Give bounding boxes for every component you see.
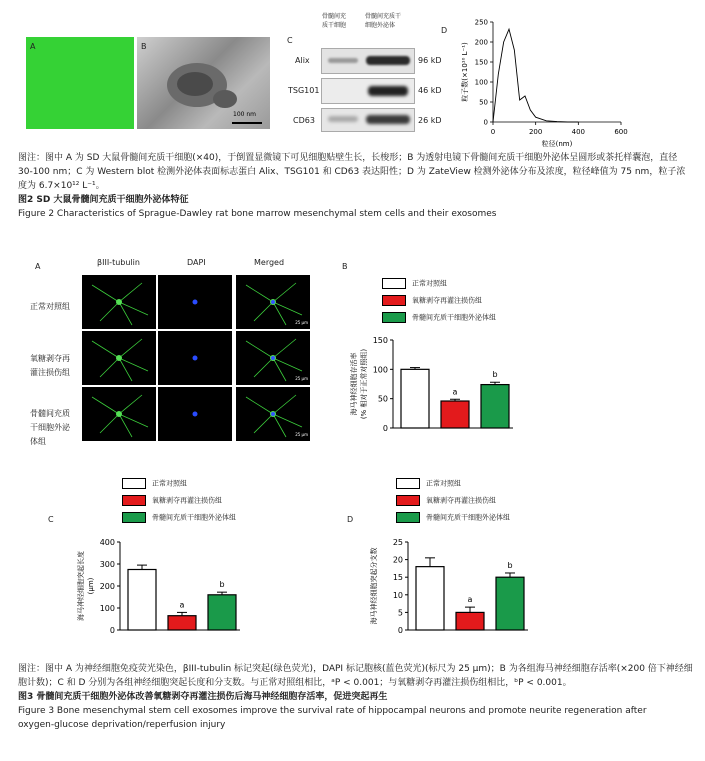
fig3-panel-c-label: C xyxy=(48,515,54,524)
fig3c-legend xyxy=(122,478,236,529)
micrograph-tubulin-row3 xyxy=(82,387,156,441)
legend-c-normal: 正常对照组 xyxy=(152,479,187,488)
fig2-panel-b-label: B xyxy=(141,42,147,51)
y-tick-label: 100 xyxy=(474,78,488,87)
y-tick-label: 100 xyxy=(372,365,388,375)
bar-2 xyxy=(168,616,196,630)
legend-exosome: 骨髓间充质干细胞外泌体组 xyxy=(412,313,496,322)
legend-normal: 正常对照组 xyxy=(412,279,447,288)
fig3d-legend xyxy=(396,478,510,529)
fig3-panel-b-label: B xyxy=(342,262,348,271)
micrograph-tubulin-row1 xyxy=(82,275,156,329)
y-axis-label: (% 相对于正常对照组) xyxy=(360,348,368,420)
bar-1 xyxy=(416,567,444,630)
bar-1 xyxy=(401,369,429,428)
fig3-title-zh: 图3 骨髓间充质干细胞外泌体改善氧糖剥夺再灌注损伤后海马神经细胞存活率，促进突起再生 xyxy=(18,692,388,702)
x-tick-label: 400 xyxy=(571,128,586,136)
y-tick-label: 400 xyxy=(99,538,115,547)
wb-col2-header: 骨髓间充质干细胞外泌体 xyxy=(365,13,402,29)
y-tick-label: 15 xyxy=(392,573,403,583)
fig3-panel-d-label: D xyxy=(347,515,354,524)
wb-col1-header: 骨髓间充 质干细胞 xyxy=(322,13,347,29)
row-label-ogd: 氧糖剥夺再灌注损伤组 xyxy=(30,354,70,377)
y-tick-label: 0 xyxy=(109,626,115,635)
fig2-caption: 图注：图中 A 为 SD 大鼠骨髓间充质干细胞(×40)，于倒置显微镜下可见细胞贴壁生长，长梭形；B 为透射电镜下骨髓间充质干细胞外泌体呈圆形或茶托样囊泡，直径 30-100 nm；C 为 Western blot 检测外泌体表面标志蛋白 Alix、TSG101 和 CD63 表达阳性；D 为 ZateView 检测外泌体分布及浓度，粒径峰值为 75 nm，粒子浓度为 6.7×10¹² L⁻¹。 xyxy=(18,153,686,191)
bar-3 xyxy=(496,577,524,630)
series-line xyxy=(493,29,578,122)
legend-ogd: 氧糖剥夺再灌注损伤组 xyxy=(412,296,482,305)
scale-bar-label: 100 nm xyxy=(233,111,257,118)
scale-label: 25 μm xyxy=(295,376,308,381)
y-tick-label: 0 xyxy=(483,118,488,127)
y-tick-label: 0 xyxy=(382,424,388,433)
bar-2 xyxy=(456,612,484,630)
y-tick-label: 100 xyxy=(99,604,115,613)
wb-protein-cd63: CD63 xyxy=(293,116,315,125)
neurite-branch-chart xyxy=(350,530,550,645)
col-header-dapi: DAPI xyxy=(187,258,206,267)
col-header-tubulin: βIII-tubulin xyxy=(97,258,140,267)
cell-micrograph xyxy=(26,37,134,129)
x-axis-label: 粒径(nm) xyxy=(541,140,573,148)
bar-1 xyxy=(128,570,156,631)
western-blot xyxy=(321,48,413,130)
bar-2 xyxy=(441,401,469,428)
row-label-exosome: 骨髓间充质干细胞外泌体组 xyxy=(30,409,70,446)
y-tick-label: 50 xyxy=(479,98,488,107)
fig2-panel-d-label: D xyxy=(441,26,448,35)
row-label-normal: 正常对照组 xyxy=(30,302,70,311)
wb-size-tsg101: 46 kD xyxy=(418,86,442,95)
y-tick-label: 200 xyxy=(99,582,115,591)
y-tick-label: 250 xyxy=(474,18,488,27)
x-tick-label: 600 xyxy=(614,128,628,136)
micrograph-merged-row3 xyxy=(236,387,310,441)
fig2-panel-c-label: C xyxy=(287,36,293,45)
fig2-title-en: Figure 2 Characteristics of Sprague-Dawley rat bone marrow mesenchymal stem cells and their exosomes xyxy=(18,209,497,219)
y-axis-label: 海马神经细胞突起长度 xyxy=(77,551,85,621)
micrograph-tubulin-row2 xyxy=(82,331,156,385)
micrograph-merged-row2 xyxy=(236,331,310,385)
x-tick-label: 200 xyxy=(528,128,543,136)
legend-d-exosome: 骨髓间充质干细胞外泌体组 xyxy=(426,513,510,522)
fig3-title-en-2: oxygen-glucose deprivation/reperfusion injury xyxy=(18,720,226,730)
y-tick-label: 25 xyxy=(392,538,403,547)
legend-c-exosome: 骨髓间充质干细胞外泌体组 xyxy=(152,513,236,522)
tem-micrograph xyxy=(137,37,270,129)
scale-label: 25 μm xyxy=(295,320,308,325)
legend-c-ogd: 氧糖剥夺再灌注损伤组 xyxy=(152,496,222,505)
fig3-title-en-1: Figure 3 Bone mesenchymal stem cell exosomes improve the survival rate of hippocampal neurons and promote neurite regeneration after xyxy=(18,706,647,716)
fig3-caption: 图注：图中 A 为神经细胞免疫荧光染色，βIII-tubulin 标记突起(绿色荧光)，DAPI 标记胞核(蓝色荧光)(标尺为 25 μm)；B 为各组海马神经细胞存活率(×200 倍下神经细胞计数)；C 和 D 分别为各组神经细胞突起长度和分支数。与正常对照组相比，ᵃP < 0.001；与氧糖剥夺再灌注损伤组相比，ᵇP < 0.001。 xyxy=(18,664,693,688)
micrograph-merged-row1 xyxy=(236,275,310,329)
fig2-title-zh: 图2 SD 大鼠骨髓间充质干细胞外泌体特征 xyxy=(18,195,189,205)
y-tick-label: 150 xyxy=(372,336,388,345)
fig3b-legend xyxy=(382,278,496,329)
y-tick-label: 200 xyxy=(474,38,488,47)
neurite-length-chart xyxy=(62,530,262,645)
col-header-merged: Merged xyxy=(254,258,285,267)
wb-size-cd63: 26 kD xyxy=(418,116,442,125)
micrograph-dapi-row1 xyxy=(158,275,232,329)
y-tick-label: 0 xyxy=(397,626,403,635)
scale-label: 25 μm xyxy=(295,432,308,437)
y-tick-label: 150 xyxy=(474,58,488,67)
fig2-panel-a-label: A xyxy=(30,42,36,51)
sig-label: b xyxy=(492,370,498,380)
y-axis-label: 海马神经细胞存活率 xyxy=(350,352,358,416)
y-tick-label: 300 xyxy=(99,560,115,569)
y-axis-label: 海马神经细胞突起分支数 xyxy=(370,547,378,625)
micrograph-dapi-row2 xyxy=(158,331,232,385)
sig-label: a xyxy=(467,595,473,605)
survival-rate-chart xyxy=(335,328,535,443)
x-tick-label: 0 xyxy=(490,128,496,136)
micrograph-dapi-row3 xyxy=(158,387,232,441)
y-tick-label: 5 xyxy=(397,608,403,618)
wb-protein-alix: Alix xyxy=(295,56,310,65)
legend-d-ogd: 氧糖剥夺再灌注损伤组 xyxy=(426,496,496,505)
particle-size-chart xyxy=(445,10,640,150)
legend-d-normal: 正常对照组 xyxy=(426,479,461,488)
sig-label: a xyxy=(452,387,458,397)
y-tick-label: 50 xyxy=(377,394,388,404)
y-axis-label: (μm) xyxy=(87,577,95,595)
y-tick-label: 10 xyxy=(392,590,403,600)
y-axis-label: 粒子数(×10¹⁰ L⁻¹) xyxy=(461,42,469,102)
bar-3 xyxy=(208,595,236,630)
sig-label: b xyxy=(507,560,513,570)
wb-protein-tsg101: TSG101 xyxy=(288,86,320,95)
fig3-panel-a-label: A xyxy=(35,262,41,271)
bar-3 xyxy=(481,385,509,428)
sig-label: b xyxy=(219,580,225,590)
sig-label: a xyxy=(179,600,185,610)
y-tick-label: 20 xyxy=(392,555,403,565)
wb-size-alix: 96 kD xyxy=(418,56,442,65)
